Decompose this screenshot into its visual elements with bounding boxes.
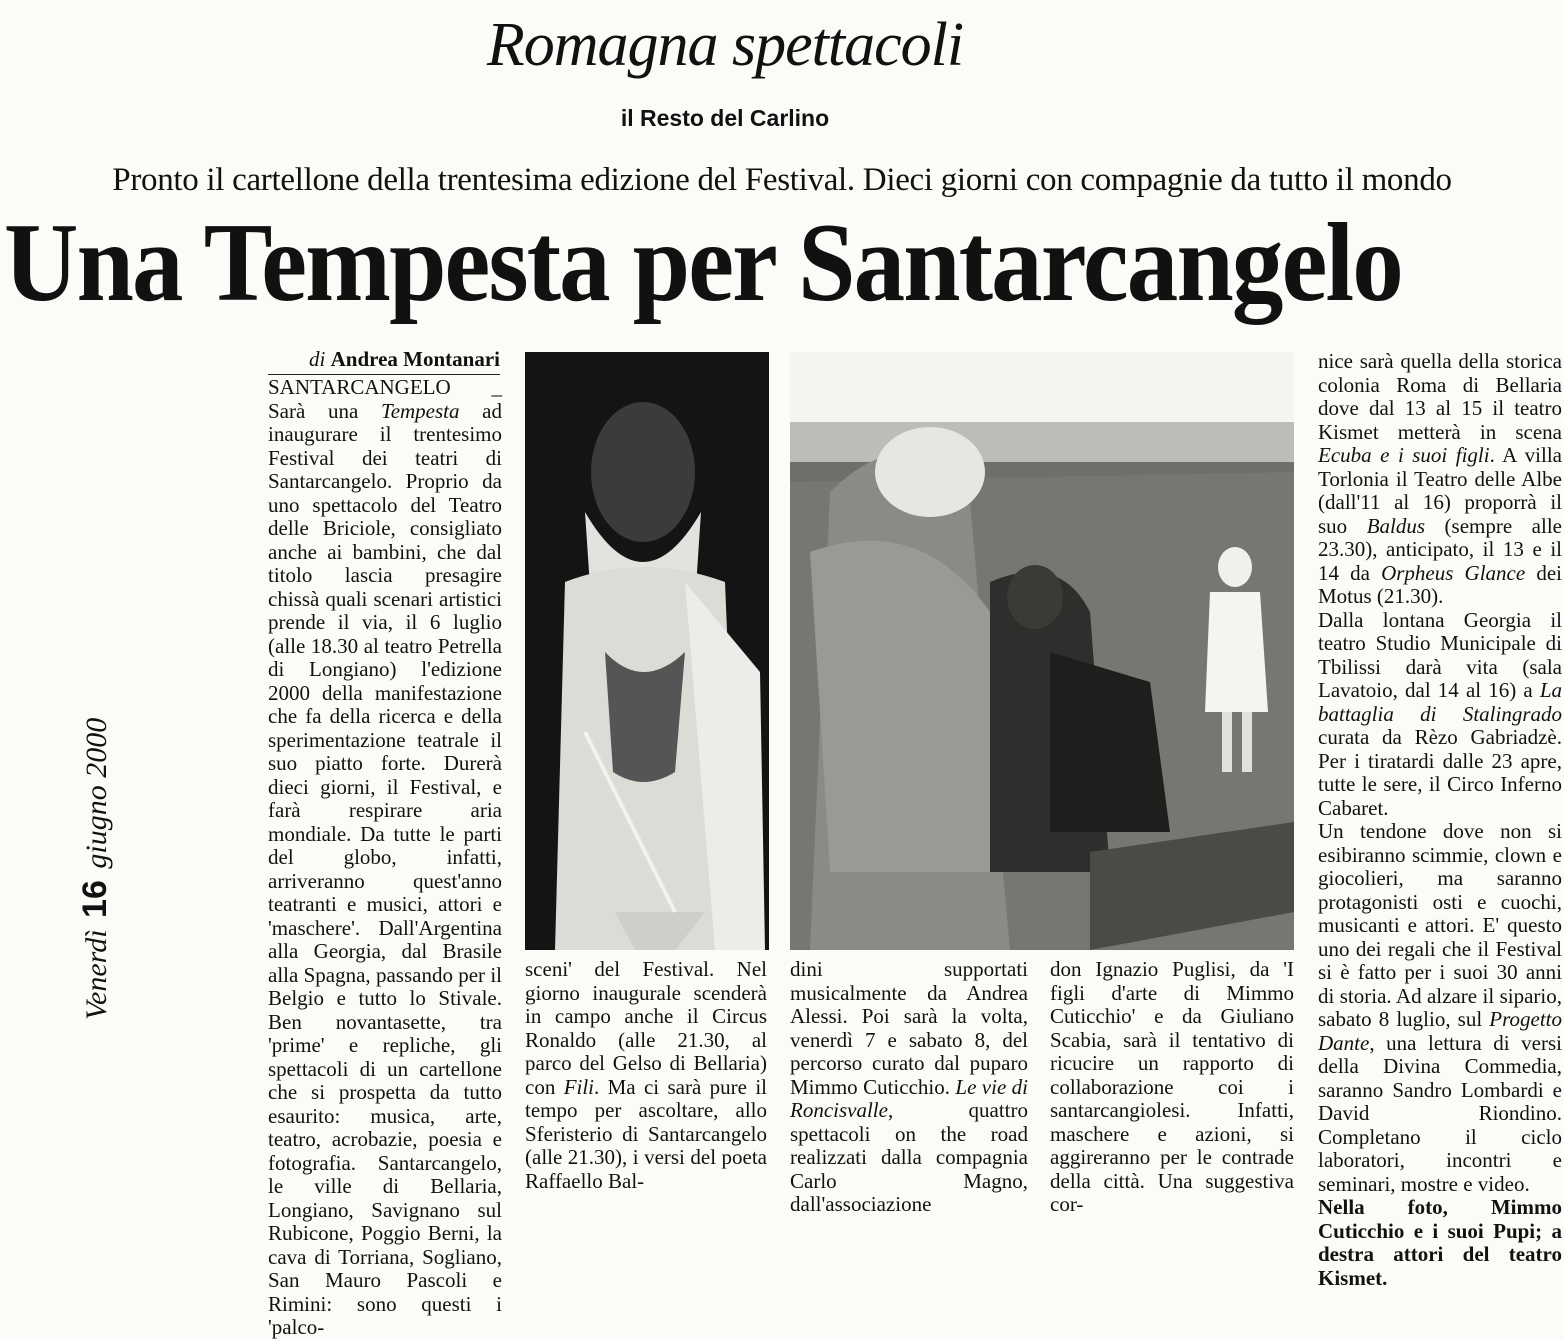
photo-teatro-kismet-actors (790, 352, 1294, 950)
byline-author: Andrea Montanari (330, 347, 500, 371)
article-kicker: Pronto il cartellone della trentesima edizione del Festival. Dieci giorni con compagnie da tutto il mondo (112, 162, 1452, 198)
article-column-4 (1050, 958, 1294, 1217)
text-run: nice sarà quella della storica colonia Roma di Bellaria dove dal 13 al 15 il teatro Kismet metterà in scena (1318, 349, 1562, 444)
text-run: SANTARCANGELO _ Sarà una (268, 375, 502, 423)
section-title: Romagna spettacoli (486, 11, 964, 79)
italic-title: Progetto Dante (1318, 1007, 1562, 1055)
italic-title: Tempesta (380, 398, 460, 423)
byline-prefix: di (309, 347, 326, 371)
text-run: . Ma ci sarà pure il tempo per ascoltare, allo Sferisterio di Santarcangelo (alle 21.30), i versi del poeta Raffaello Bal- (525, 1074, 767, 1193)
dateline-month-year: giugno 2000 (80, 717, 113, 869)
text-run: ad inaugurare il trentesimo Festival dei teatri di Santarcangelo. Proprio da uno spettacolo del Teatro delle Briciole, consigliato anche ai bambini, che dal titolo lascia presagire chissà quali scenari artistici prende il via, il 6 luglio (alle 18.30 al teatro Petrella di Longiano) l'edizione 2000 della manifestazione che fa della ricerca e della sperimentazione teatrale il suo piatto forte. Durerà dieci giorni, il Festival, e farà respirare aria mondiale. Da tutte le parti del globo, infatti, arriveranno quest'anno teatranti e musici, attori e 'maschere'. Dall'Argentina alla Georgia, dal Brasile alla Spagna, passando per il Belgio e tutto lo Stivale. Ben novantasette, tra 'prime' e repliche, gli spettacoli di un cartellone che si prospetta da tutto esaurito: musica, arte, teatro, acrobazie, poesia e fotografia. Santarcangelo, le ville di Bellaria, Longiano, Savignano sul Rubicone, Poggio Berni, la cava di Torriana, Sogliano, San Mauro Pascoli e Rimini: sono questi i 'palco- (268, 398, 502, 1339)
italic-title: Baldus (1366, 513, 1426, 538)
article-column-5 (1318, 350, 1562, 1290)
text-run: . A villa Torlonia il Teatro delle Albe (dall'11 al 16) proporrà il suo (1318, 443, 1562, 538)
text-run: , quattro spettacoli on the road realizzati dalla compagnia Carlo Magno, dall'associazione (790, 1098, 1028, 1216)
photo-caption: Nella foto, Mimmo Cuticchio e i suoi Pupi; a destra attori del teatro Kismet. (1318, 1195, 1562, 1290)
italic-title: Orpheus Glance (1381, 560, 1526, 585)
text-run: dei Motus (21.30). (1318, 560, 1562, 608)
text-run: (sempre alle 23.30), anticipato, il 13 e il 14 da (1318, 513, 1562, 585)
italic-title: Fili (563, 1074, 595, 1099)
text-run: sceni' del Festival. Nel giorno inaugurale scenderà in campo anche il Circus Ronaldo (alle 21.30, al parco del Gelso di Bellaria) con (525, 957, 767, 1099)
article-column-1 (268, 376, 502, 1340)
text-run: Dalla lontana Georgia il teatro Studio Municipale di Tbilissi darà vita (sala Lavatoio, dal 14 al 16) a (1318, 607, 1562, 702)
text-run: don Ignazio Puglisi, da 'I figli d'arte di Mimmo Cuticchio' e da Giuliano Scabia, sarà il tentativo di ricucire un rapporto di collaborazione coi i santarcangiolesi. Infatti, maschere e azioni, si aggireranno per le contrade della città. Una suggestiva cor- (1050, 957, 1294, 1216)
byline (268, 346, 500, 375)
italic-title: Le vie di Roncisvalle (790, 1074, 1029, 1122)
article-headline: Una Tempesta per Santarcangelo (4, 201, 1402, 325)
italic-title: Ecuba e i suoi figli (1318, 443, 1490, 467)
dateline-weekday: Venerdì (80, 929, 113, 1020)
dateline (75, 718, 117, 1020)
newspaper-name: il Resto del Carlino (620, 105, 830, 131)
dateline-day: 16 (76, 880, 114, 918)
text-run: dini supportati musicalmente da Andrea Alessi. Poi sarà la volta, venerdì 7 e sabato 8, del percorso curato dal puparo Mimmo Cuticchio. (790, 957, 1028, 1099)
text-run: Un tendone dove non si esibiranno scimmie, clown e giocolieri, ma saranno protagonisti osti e cuochi, musicanti e attori. E' questo uno dei regali che il Festival si è fatto per i suoi 30 anni di storia. Ad alzare il sipario, sabato 8 luglio, sul (1318, 819, 1562, 1031)
article-column-3 (790, 958, 1028, 1217)
text-run: , una lettura di versi della Divina Commedia, saranno Sandro Lombardi e David Riondino. Completano il ciclo laboratori, incontri e seminari, mostre e video. (1318, 1030, 1562, 1196)
text-run: curata da Rèzo Gabriadzè. Per i tiratardi dalle 23 apre, tutte le sere, il Circo Inferno Cabaret. (1318, 725, 1562, 820)
photo-mimmo-cuticchio (525, 352, 769, 950)
italic-title: La battaglia di Stalingrado (1318, 678, 1562, 726)
